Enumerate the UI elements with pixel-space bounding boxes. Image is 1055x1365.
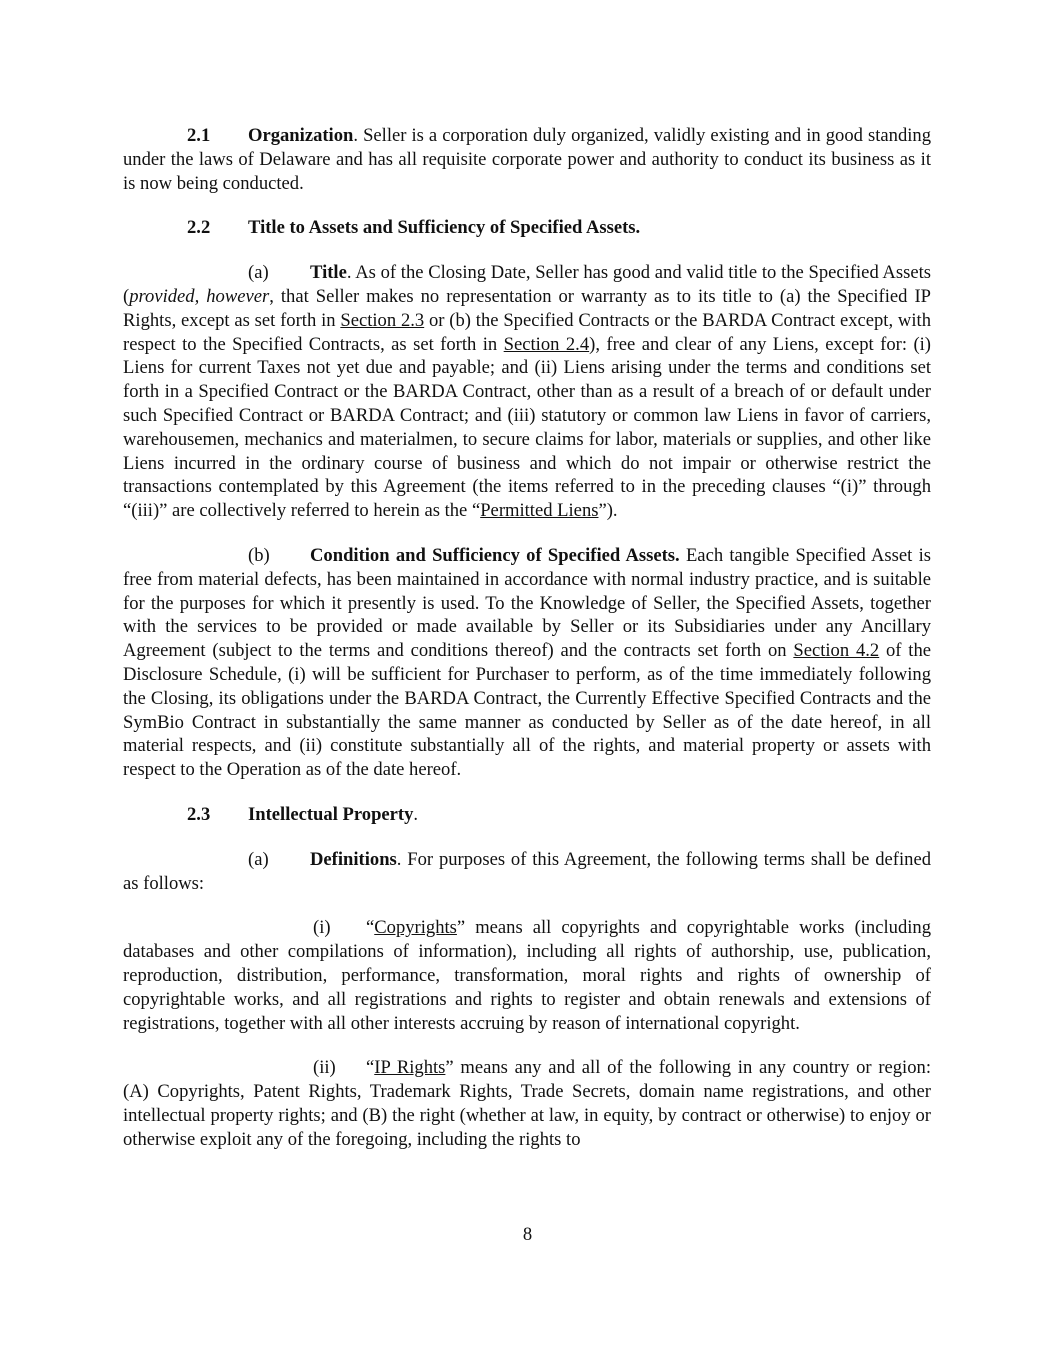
clause-label: (a) xyxy=(248,262,269,284)
clause-text: . As of the Closing Date, Seller has good and valid title to the Specified Assets ( xyxy=(123,262,931,307)
open-quote: “ xyxy=(366,917,375,939)
section-2-2-b xyxy=(123,544,931,782)
clause-label: (a) xyxy=(248,848,269,870)
section-title: Intellectual Property xyxy=(248,803,414,825)
clause-text: or (b) the Specified Contracts or the BARDA Contract except, with respect to the Specified Contracts, as set forth in xyxy=(123,309,931,355)
section-2-1 xyxy=(123,124,931,195)
clause-title: Definitions xyxy=(310,848,397,870)
italic-proviso: provided, however xyxy=(129,285,270,307)
subclause-label: (ii) xyxy=(313,1057,336,1079)
defined-term-permitted-liens: Permitted Liens xyxy=(480,500,599,522)
definition-text: ” means any and all of the following in any country or region: (A) Copyrights, Patent Rights, Trademark Rights, Trade Secrets, domain name registrations, and other intellectual property rights; and (B) the right (whether at law, in equity, by contract or otherwise) to enjoy or otherwise exploit any of the foregoing, including the rights to xyxy=(123,1057,931,1150)
cross-reference-section-2-3[interactable]: Section 2.3 xyxy=(340,309,425,331)
clause-text: ”). xyxy=(598,500,618,522)
defined-term-copyrights: Copyrights xyxy=(374,917,457,939)
clause-text: ), free and clear of any Liens, except for: (i) Liens for current Taxes not yet due and payable; and (ii) Liens arising under the terms and conditions set forth in a Specified Contract or the BARDA Contract, other than as a result of a breach of or default under such Specified Contract or BARDA Contract; and (iii) statutory or common law Liens in favor of carriers, warehousemen, mechanics and materialmen, to secure claims for labor, materials or supplies, and other like Liens incurred in the ordinary course of business and which do not impair or otherwise restrict the transactions contemplated by this Agreement (the items referred to in the preceding clauses “(i)” through “(iii)” are collectively referred to herein as the “ xyxy=(123,333,931,522)
section-2-3-heading xyxy=(123,803,931,827)
section-number: 2.2 xyxy=(187,217,211,239)
definition-text: ” means all copyrights and copyrightable works (including databases and other compilations of information), including all rights of authorship, use, publication, reproduction, distribution, performance, transformation, moral rights and rights of ownership of copyrightable works, and all registrations and rights to register and obtain renewals and extensions of registrations, together with all other interests accruing by reason of international copyright. xyxy=(123,917,931,1034)
open-quote: “ xyxy=(366,1057,375,1079)
clause-text: of the Disclosure Schedule, (i) will be sufficient for Purchaser to perform, as of the time immediately following the Closing, its obligations under the BARDA Contract, the Currently Effective Specified Contracts and the SymBio Contract in substantially the same manner as conducted by Seller as of the date hereof, in all material respects, and (ii) constitute substantially all of the rights, and material property or assets with respect to the Operation as of the date hereof. xyxy=(123,640,932,781)
clause-text: , that Seller makes no representation or warranty as to its title to (a) the Specified IP Rights, except as set forth in xyxy=(123,285,931,331)
defined-term-ip-rights: IP Rights xyxy=(374,1057,446,1079)
document-page xyxy=(123,124,931,1172)
clause-text: . For purposes of this Agreement, the following terms shall be defined as follows: xyxy=(123,848,931,894)
section-title: Organization xyxy=(248,125,354,146)
section-title: Title to Assets and Sufficiency of Specified Assets. xyxy=(248,217,641,239)
cross-reference-section-2-4[interactable]: Section 2.4 xyxy=(503,333,590,355)
section-number: 2.1 xyxy=(187,125,211,146)
subclause-label: (i) xyxy=(313,917,331,939)
section-title-period: . xyxy=(413,803,419,825)
section-2-3-a xyxy=(123,848,931,896)
clause-label: (b) xyxy=(248,544,270,566)
clause-text: Each tangible Specified Asset is free from material defects, has been maintained in accordance with normal industry practice, and is suitable for the purposes for which it presently is used. To the Knowledge of Seller, the Specified Assets, together with the services to be provided or made available by Seller or its Subsidiaries under any Ancillary Agreement (subject to the terms and conditions thereof) and the contracts set forth on xyxy=(123,544,931,662)
section-number: 2.3 xyxy=(187,803,211,825)
definition-copyrights xyxy=(123,916,931,1035)
page-number: 8 xyxy=(522,1224,533,1245)
section-body: . Seller is a corporation duly organized, validly existing and in good standing under the laws of Delaware and has all requisite corporate power and authority to conduct its business as it is now being conducted. xyxy=(123,125,931,194)
section-2-2-heading xyxy=(123,216,931,240)
section-2-2-a xyxy=(123,261,931,523)
clause-title: Title xyxy=(310,262,347,284)
definition-ip-rights xyxy=(123,1056,931,1151)
clause-title: Condition and Sufficiency of Specified Assets. xyxy=(310,544,680,566)
cross-reference-section-4-2[interactable]: Section 4.2 xyxy=(793,640,880,662)
